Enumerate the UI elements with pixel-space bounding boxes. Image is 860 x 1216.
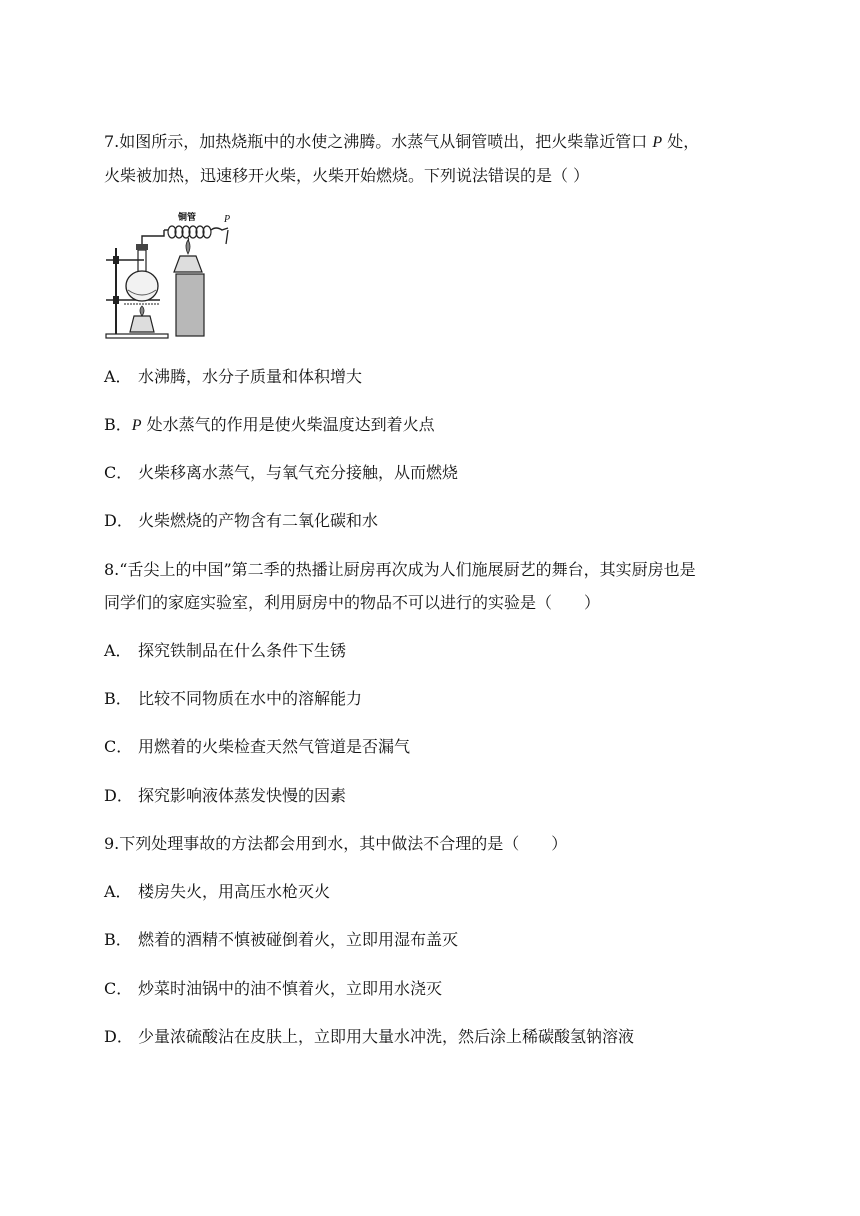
- glass-tube: [142, 230, 164, 244]
- q9-option-b: B． 燃着的酒精不慎被碰倒着火，立即用湿布盖灭: [104, 930, 459, 949]
- support-block: [176, 274, 204, 336]
- match: [226, 230, 228, 244]
- q7-stem-line2: 火柴被加热，迅速移开火柴，火柴开始燃烧。下列说法错误的是（ ）: [104, 166, 590, 185]
- q8-option-b: B． 比较不同物质在水中的溶解能力: [104, 689, 363, 708]
- q8-stem-line2: 同学们的家庭实验室，利用厨房中的物品不可以进行的实验是（ ）: [104, 593, 601, 612]
- flask-neck: [138, 250, 146, 272]
- round-bottom-flask: [126, 271, 158, 301]
- q9-option-d: D． 少量浓硫酸沾在皮肤上，立即用大量水冲洗，然后涂上稀碳酸氢钠溶液: [104, 1027, 635, 1046]
- alcohol-lamp-1: [130, 316, 154, 332]
- tube-label: 铜管: [178, 213, 197, 223]
- alcohol-lamp-2: [174, 256, 202, 272]
- q8-option-c: C． 用燃着的火柴检查天然气管道是否漏气: [104, 737, 411, 756]
- q9-option-c: C． 炒菜时油锅中的油不慎着火，立即用水浇灭: [104, 979, 443, 998]
- q8-option-d: D． 探究影响液体蒸发快慢的因素: [104, 786, 347, 805]
- flame-2: [186, 240, 190, 254]
- q7-stem-line1: 7.如图所示，加热烧瓶中的水使之沸腾。水蒸气从铜管喷出，把火柴靠近管口 P 处，: [104, 132, 700, 151]
- q8-option-a: A． 探究铁制品在什么条件下生锈: [104, 641, 347, 660]
- q7-option-b: B．P 处水蒸气的作用是使火柴温度达到着火点: [104, 415, 435, 434]
- q7-option-a: A． 水沸腾，水分子质量和体积增大: [104, 367, 363, 386]
- stopper: [136, 244, 148, 250]
- q7-option-d: D． 火柴燃烧的产物含有二氧化碳和水: [104, 511, 379, 530]
- experiment-apparatus-figure: [104, 210, 244, 344]
- flame-1: [140, 306, 144, 316]
- q9-option-a: A． 楼房失火，用高压水枪灭火: [104, 882, 331, 901]
- q7-option-c: C． 火柴移离水蒸气，与氧气充分接触，从而燃烧: [104, 463, 459, 482]
- point-label: P: [224, 214, 231, 225]
- q8-stem-line1: 8.“舌尖上的中国”第二季的热播让厨房再次成为人们施展厨艺的舞台，其实厨房也是: [104, 560, 696, 579]
- copper-coil: [168, 226, 211, 238]
- stand-base: [106, 334, 168, 338]
- q9-stem: 9.下列处理事故的方法都会用到水，其中做法不合理的是（ ）: [104, 834, 568, 853]
- tube-outlet: [211, 228, 228, 230]
